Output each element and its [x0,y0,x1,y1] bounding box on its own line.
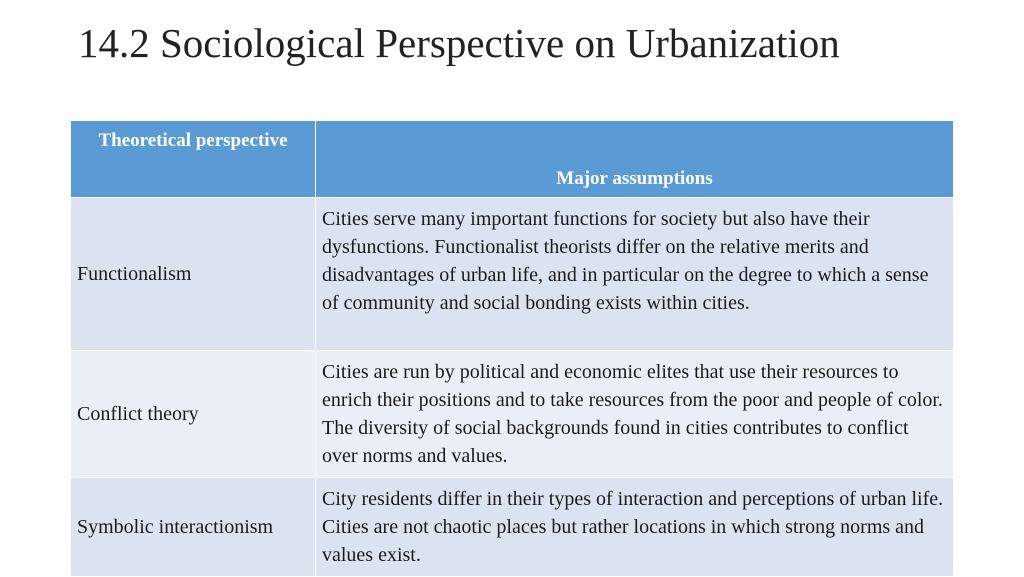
slide-title: 14.2 Sociological Perspective on Urbanization [78,20,840,66]
header-major-assumptions: Major assumptions [316,121,954,198]
perspective-cell: Conflict theory [71,351,316,478]
table-row-conflict-theory [71,351,954,478]
table-header [71,121,954,198]
perspectives-table [70,120,954,577]
perspectives-table-container [70,120,954,577]
table-row-functionalism [71,198,954,351]
assumption-cell: Cities are run by political and economic elites that use their resources to enrich their positions and to take resources from the poor and people of color. The diversity of social backgrounds found in cities contributes to conflict over norms and values. [316,351,954,478]
table-row-symbolic-interactionism [71,478,954,577]
table-body [71,198,954,577]
perspective-cell: Symbolic interactionism [71,478,316,577]
assumption-cell: City residents differ in their types of interaction and perceptions of urban life. Cities are not chaotic places but rather locations in which strong norms and values exist. [316,478,954,577]
assumption-cell: Cities serve many important functions for society but also have their dysfunctions. Functionalist theorists differ on the relative merits and disadvantages of urban life, and in particular on the degree to which a sense of community and social bonding exists within cities. [316,198,954,351]
header-theoretical-perspective: Theoretical perspective [71,121,316,198]
header-row [71,121,954,198]
perspective-cell: Functionalism [71,198,316,351]
